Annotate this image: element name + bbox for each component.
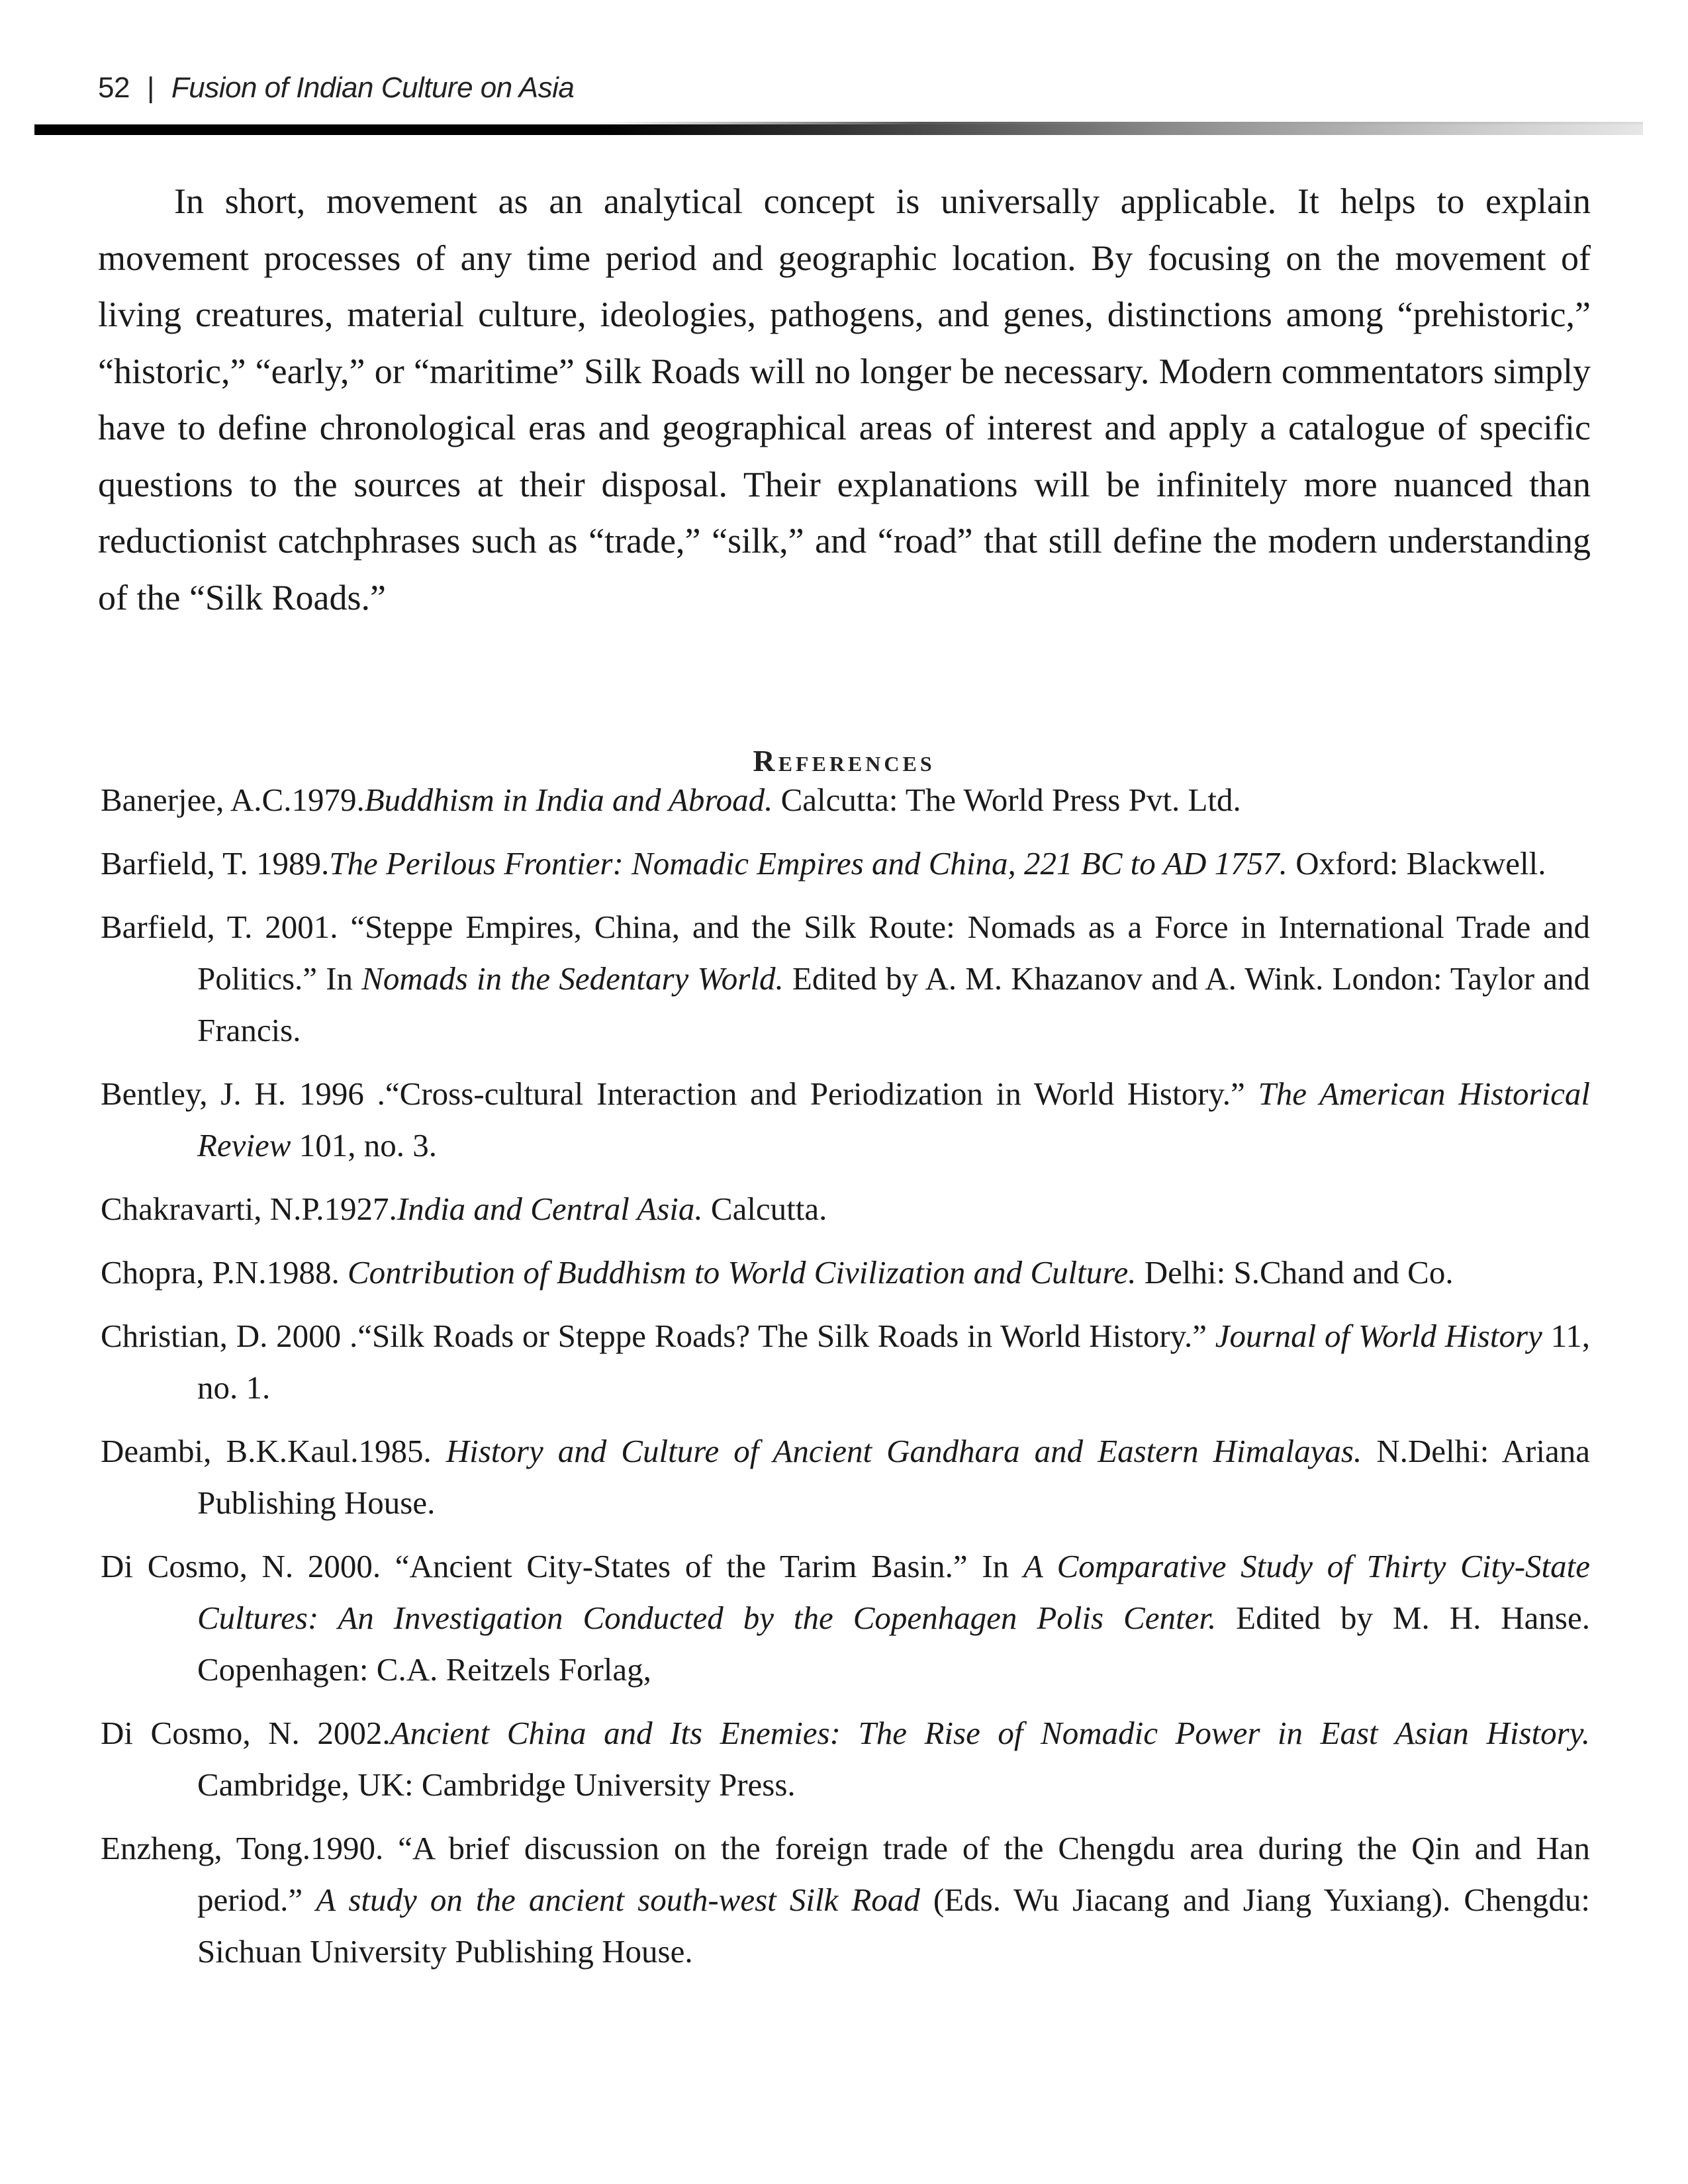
reference-text: Bentley, J. H. 1996 .“Cross-cultural Interaction and Periodization in World History.”	[101, 1075, 1258, 1112]
reference-entry	[101, 1541, 1590, 1696]
reference-text: Barfield, T. 2001. “Steppe Empires, China, and the Silk Route: Nomads as a Force in International Trade and Politics.” In	[101, 909, 1590, 997]
references-list	[101, 774, 1590, 1989]
reference-text: Deambi, B.K.Kaul.1985.	[101, 1433, 446, 1469]
reference-publisher: Calcutta.	[702, 1191, 827, 1227]
references-heading: References	[753, 744, 935, 778]
reference-title: The American Historical Review	[197, 1075, 1590, 1163]
reference-text: Chopra, P.N.1988.	[101, 1254, 348, 1291]
reference-text: Chakravarti, N.P.1927.	[101, 1191, 397, 1227]
reference-entry	[101, 901, 1590, 1056]
reference-entry	[101, 1823, 1590, 1978]
reference-title: Contribution of Buddhism to World Civilization and Culture.	[347, 1254, 1137, 1291]
reference-title: Nomads in the Sedentary World.	[361, 960, 784, 997]
reference-entry	[101, 1068, 1590, 1171]
reference-title: Journal of World History	[1215, 1318, 1542, 1354]
reference-publisher: 11, no. 1.	[197, 1318, 1591, 1406]
reference-title: India and Central Asia.	[397, 1191, 703, 1227]
reference-publisher: N.Delhi: Ariana Publishing House.	[197, 1433, 1590, 1521]
reference-publisher: 101, no. 3.	[291, 1127, 437, 1163]
reference-title: Ancient China and Its Enemies: The Rise of Nomadic Power in East Asian History.	[390, 1715, 1590, 1751]
header-rule	[34, 124, 1643, 135]
reference-entry	[101, 1310, 1590, 1414]
header-separator: |	[146, 71, 154, 104]
running-head	[98, 71, 574, 105]
reference-text: Barfield, T. 1989.	[101, 845, 330, 882]
reference-publisher: (Eds. Wu Jiacang and Jiang Yuxiang). Chengdu: Sichuan University Publishing House.	[197, 1882, 1590, 1970]
reference-title: A Comparative Study of Thirty City-State Cultures: An Investigation Conducted by the Copenhagen Polis Center.	[197, 1548, 1590, 1636]
reference-title: The Perilous Frontier: Nomadic Empires and China, 221 BC to AD 1757.	[329, 845, 1288, 882]
reference-entry	[101, 1426, 1590, 1529]
reference-publisher: Delhi: S.Chand and Co.	[1136, 1254, 1454, 1291]
reference-entry	[101, 1707, 1590, 1811]
reference-publisher: Calcutta: The World Press Pvt. Ltd.	[773, 782, 1241, 818]
reference-publisher: Oxford: Blackwell.	[1287, 845, 1546, 882]
reference-publisher: Edited by M. H. Hanse. Copenhagen: C.A. Reitzels Forlag,	[197, 1600, 1590, 1688]
reference-title: Buddhism in India and Abroad.	[364, 782, 773, 818]
body-paragraph: In short, movement as an analytical concept is universally applicable. It helps to explain movement processes of any time period and geographic location. By focusing on the movement of living creatures, material culture, ideologies, pathogens, and genes, distinctions among “prehistoric,” “historic,” “early,” or “maritime” Silk Roads will no longer be necessary. Modern commentators simply have to define chronological eras and geographical areas of interest and apply a catalogue of specific questions to the sources at their disposal. Their explanations will be infinitely more nuanced than reductionist catchphrases such as “trade,” “silk,” and “road” that still define the modern understanding of the “Silk Roads.”	[98, 181, 1591, 617]
reference-text: Di Cosmo, N. 2002.	[101, 1715, 391, 1751]
reference-text: Christian, D. 2000 .“Silk Roads or Steppe Roads? The Silk Roads in World History.”	[101, 1318, 1215, 1354]
body-section	[98, 173, 1591, 626]
reference-entry	[101, 838, 1590, 889]
reference-title: History and Culture of Ancient Gandhara and Eastern Himalayas.	[445, 1433, 1362, 1469]
reference-entry	[101, 774, 1590, 826]
reference-publisher: Edited by A. M. Khazanov and A. Wink. London: Taylor and Francis.	[197, 960, 1591, 1048]
reference-entry	[101, 1183, 1590, 1235]
reference-publisher: Cambridge, UK: Cambridge University Press.	[197, 1766, 796, 1803]
reference-entry	[101, 1247, 1590, 1298]
page-number: 52	[98, 71, 130, 104]
reference-text: Enzheng, Tong.1990. “A brief discussion on the foreign trade of the Chengdu area during the Qin and Han period.”	[101, 1830, 1590, 1918]
reference-text: Banerjee, A.C.1979.	[101, 782, 365, 818]
reference-text: Di Cosmo, N. 2000. “Ancient City-States of the Tarim Basin.” In	[101, 1548, 1023, 1584]
book-title: Fusion of Indian Culture on Asia	[171, 71, 575, 104]
reference-title: A study on the ancient south-west Silk Road	[316, 1882, 920, 1918]
